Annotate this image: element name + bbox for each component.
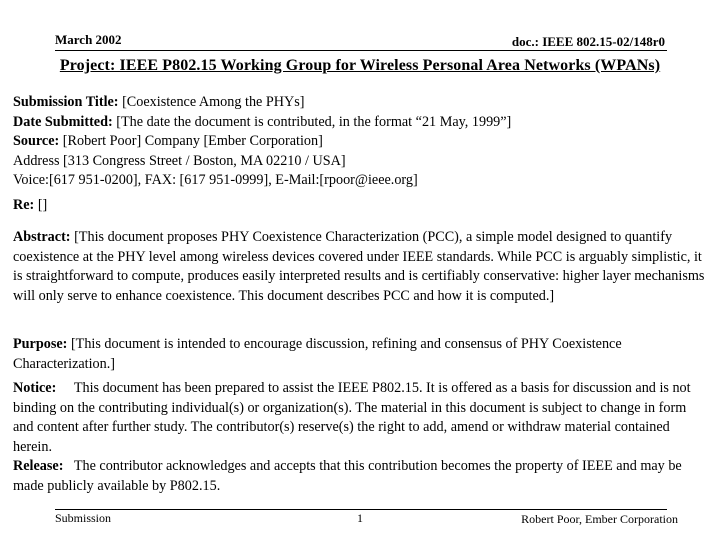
release-label: Release: [13, 458, 64, 474]
purpose-block [13, 335, 708, 374]
date-submitted-value: [The date the document is contributed, in the format “21 May, 1999”] [116, 113, 512, 130]
date-submitted-label: Date Submitted: [13, 113, 113, 130]
notice-text: This document has been prepared to assist the IEEE P802.15. It is offered as a basis for discussion and is not binding on the contributing individual(s) or organization(s). The material in this document is subject to change in form and content after further study. The contributor(s) reserve(s) the right to add, amend or withdraw material contained herein. [13, 380, 691, 455]
release-text: The contributor acknowledges and accepts that this contribution becomes the property of IEEE and may be made publicly available by P802.15. [13, 458, 682, 494]
release-paragraph [13, 457, 708, 496]
date-submitted-line [13, 113, 708, 133]
header-doc-id: doc.: IEEE 802.15-02/148r0 [511, 34, 665, 49]
abstract-label: Abstract: [13, 229, 71, 245]
page-title: Project: IEEE P802.15 Working Group for Wireless Personal Area Networks (WPANs) [59, 57, 661, 74]
notice-paragraph [13, 379, 708, 457]
contact-line: Voice:[617 951-0200], FAX: [617 951-0999], E-Mail:[rpoor@ieee.org] [13, 172, 418, 188]
source-label: Source: [13, 133, 60, 149]
footer-submission: Submission [55, 511, 112, 525]
re-value: [] [37, 197, 48, 213]
footer-author: Robert Poor, Ember Corporation [521, 512, 678, 526]
purpose-label: Purpose: [13, 336, 68, 352]
re-block [13, 196, 708, 216]
notice-label: Notice: [13, 380, 57, 396]
source-line [13, 132, 708, 152]
footer-rule [55, 509, 667, 510]
source-value: [Robert Poor] Company [Ember Corporation] [62, 133, 323, 149]
header-date: March 2002 [55, 32, 122, 47]
submission-title-line [13, 93, 708, 113]
submission-block [13, 93, 708, 191]
notice-release-block [13, 379, 708, 496]
purpose-text: [This document is intended to encourage discussion, refining and consensus of PHY Coexistence Characterization.] [13, 336, 622, 372]
re-label: Re: [13, 197, 35, 213]
abstract-text: [This document proposes PHY Coexistence Characterization (PCC), a simple model designed to quantify coexistence at the PHY level among wireless devices covered under IEEE standards. While PCC is arguably simplistic, it is straightforward to compute, produces easily interpreted results and is certifiably conservative: higher layer mechanisms will only serve to enhance coexistence. This document describes PCC and how it is computed.] [13, 229, 705, 304]
submission-title-label: Submission Title: [13, 94, 119, 110]
header-rule [55, 50, 667, 51]
address-line: Address [313 Congress Street / Boston, MA 02210 / USA] [13, 152, 346, 169]
abstract-block [13, 228, 708, 306]
page-number: 1 [357, 511, 363, 525]
submission-title-value: [Coexistence Among the PHYs] [122, 94, 305, 110]
